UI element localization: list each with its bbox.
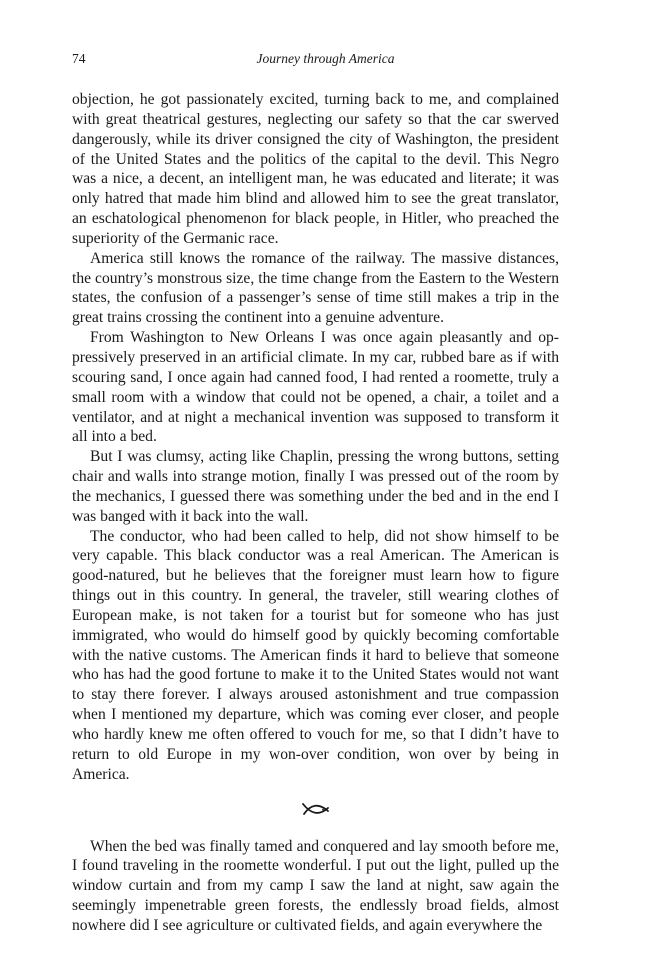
paragraph-railway: America still knows the romance of the railway. The massive distances, the country’s monstrous size, the time change from the Eastern to the Western states, the confusion of a passenger’s sense of time still makes a trip in the great trains crossing the continent into a genuine adventure.: [72, 249, 559, 327]
paragraph-roomette: When the bed was finally tamed and conquered and lay smooth before me, I found traveling in the roomette wonderful. I put out the light, pulled up the window curtain and from my camp I saw the land at night, saw again the seemingly impenetrable green forests, the endlessly broad fields, almost nowhere did I see agriculture or cultivated fields, and again everywhere the: [72, 837, 559, 934]
paragraph-conductor: The conductor, who had been called to help, did not show himself to be very capable. This black conductor was a real American. The American is good-natured, but he believes that the foreigner must learn how to figure things out in this country. In general, the traveler, still wearing clothes of European make, is not taken for a tourist but for someone who has just immigrated, who would do himself good by quickly becoming comfortable with the native customs. The American finds it hard to believe that someone who has had the good fortune to make it to the United States would not want to stay there forever. I always aroused astonishment and true compassion when I mentioned my departure, which was coming ever closer, and people who hardly knew me often offered to vouch for me, so that I didn’t have to return to old Europe in my won-over condition, won over by being in America.: [72, 527, 559, 783]
paragraph-chaplin: But I was clumsy, acting like Chaplin, pressing the wrong buttons, setting chair and walls into strange motion, finally I was pressed out of the room by the mechanics, I guessed there was something under the bed and in the end I was banged with it back into the wall.: [72, 448, 559, 525]
book-page: [72, 48, 559, 936]
paragraph-continued: objection, he got passionately excited, turning back to me, and complained with great theatrical gestures, neglecting our safety so that the car swerved dangerously, while its driver consigned the city of Washington, the president of the United States and the politics of the capital to the devil. This Negro was a nice, a decent, an intelligent man, he was educated and literate; it was only hatred that made him blind and allowed him to see the great translator, an eschatological phenomenon for black people, in Hitler, who preached the superiority of the Germanic race.: [72, 91, 559, 247]
running-header: [72, 48, 559, 68]
section-break: [72, 800, 559, 822]
running-title: Journey through America: [256, 51, 395, 66]
fish-ornament-icon: [301, 800, 331, 822]
page-number: 74: [72, 51, 86, 66]
paragraph-washington-new-orleans: From Washington to New Orleans I was once again pleasantly and oppressively preserved in an artificial climate. In my car, rubbed bare as if with scouring sand, I once again had canned food, I had rented a roomette, truly a small room with a window that could not be opened, a chair, a toilet and a ventilator, and at night a mechanical invention was supposed to transform it all into a bed.: [72, 329, 559, 446]
body-text: [72, 90, 559, 936]
